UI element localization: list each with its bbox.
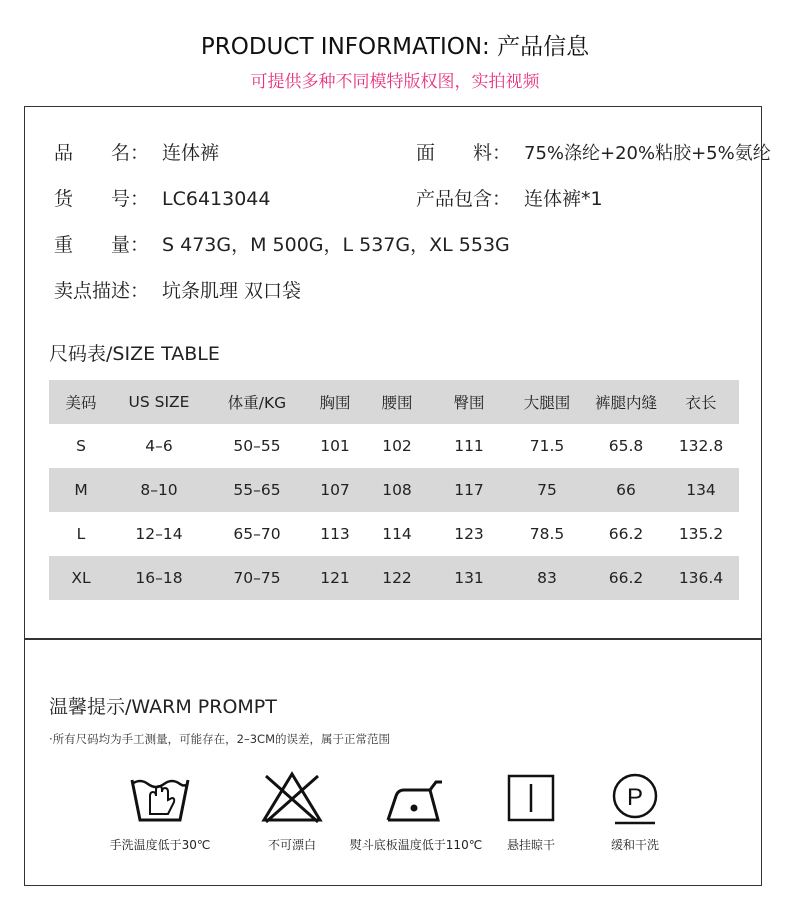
size-table-header-cell: 大腿围 (523, 394, 571, 412)
size-table-header-row (49, 380, 739, 424)
size-cell: 117 (454, 481, 484, 499)
size-cell: 65.8 (608, 437, 644, 455)
size-table (49, 380, 739, 600)
size-cell: 12–14 (135, 525, 183, 543)
no-bleach-label: 不可漂白 (267, 838, 316, 852)
size-cell: 71.5 (529, 437, 565, 455)
care-iron (346, 770, 486, 853)
size-cell: 8–10 (140, 481, 178, 499)
size-cell: 135.2 (678, 525, 724, 543)
info-selling-row (54, 276, 301, 303)
size-cell: 83 (537, 569, 557, 587)
size-cell: XL (71, 569, 91, 587)
hand-wash-icon (128, 770, 192, 826)
size-cell: 114 (382, 525, 412, 543)
size-cell: M (74, 481, 88, 499)
info-weight-value: S 473G，M 500G，L 537G，XL 553G (162, 234, 510, 256)
size-table-header-cell: 裤腿内缝 (594, 394, 657, 412)
size-cell: 70–75 (233, 569, 281, 587)
size-table-row (49, 512, 739, 556)
care-hang-dry (476, 770, 586, 853)
size-cell: 113 (320, 525, 350, 543)
info-selling-value: 坑条肌理 双口袋 (162, 280, 302, 302)
dry-clean-icon (603, 770, 667, 826)
size-cell: 101 (320, 437, 350, 455)
size-cell: L (76, 525, 86, 543)
dry-clean-label: 缓和干洗 (610, 838, 659, 852)
info-selling-label: 卖点描述： (54, 280, 150, 302)
hang-dry-label: 悬挂晾干 (506, 838, 555, 852)
hang-dry-icon (499, 770, 563, 826)
page-title: PRODUCT INFORMATION: 产品信息 (200, 34, 590, 60)
warm-prompt-title: 温馨提示/WARM PROMPT (49, 696, 277, 718)
iron-label: 熨斗底板温度低于110℃ (349, 838, 483, 852)
size-table-header-cell: 美码 (65, 394, 97, 412)
section-divider (24, 638, 762, 640)
svg-text:P: P (626, 784, 644, 811)
info-contents-label: 产品包含： (416, 188, 512, 210)
iron-icon (384, 770, 448, 826)
info-fabric-row (416, 138, 771, 165)
info-name-row (54, 138, 219, 165)
size-table-header-cell: 臀围 (453, 394, 485, 412)
page-subtitle: 可提供多种不同模特版权图，实拍视频 (250, 72, 540, 92)
size-table-title: 尺码表/SIZE TABLE (49, 343, 220, 365)
size-cell: 55–65 (233, 481, 281, 499)
size-cell: 111 (454, 437, 484, 455)
size-cell: 78.5 (529, 525, 565, 543)
size-table-header-cell: 衣长 (685, 394, 717, 412)
size-cell: 108 (382, 481, 412, 499)
size-table-header-cell: 体重/KG (227, 394, 287, 412)
size-cell: 4–6 (145, 437, 173, 455)
size-cell: 50–55 (233, 437, 281, 455)
size-cell: 66 (616, 481, 636, 499)
info-sku-row (54, 184, 270, 211)
size-cell: 134 (686, 481, 716, 499)
info-fabric-label: 面 料： (416, 142, 512, 164)
info-name-label: 品 名： (54, 142, 150, 164)
size-table-row (49, 556, 739, 600)
size-cell: 122 (382, 569, 412, 587)
size-table-row (49, 468, 739, 512)
info-fabric-value: 75%涤纶+20%粘胶+5%氨纶 (524, 143, 771, 164)
size-cell: 16–18 (135, 569, 183, 587)
size-cell: 132.8 (678, 437, 724, 455)
care-no-bleach (232, 770, 352, 853)
size-cell: 102 (382, 437, 412, 455)
size-cell: 66.2 (608, 569, 644, 587)
size-cell: 107 (320, 481, 350, 499)
size-table-header-cell: 胸围 (319, 394, 351, 412)
info-sku-value: LC6413044 (162, 188, 271, 210)
size-cell: 136.4 (678, 569, 724, 587)
size-cell: 66.2 (608, 525, 644, 543)
size-table-header-cell: US SIZE (128, 393, 190, 411)
care-dry-clean (580, 770, 690, 853)
no-bleach-icon (260, 770, 324, 826)
size-cell: 75 (537, 481, 557, 499)
size-table-header-cell: 腰围 (381, 394, 413, 412)
size-cell: 131 (454, 569, 484, 587)
size-cell: 123 (454, 525, 484, 543)
measurement-note: ·所有尺码均为手工测量，可能存在，2–3CM的误差，属于正常范围 (49, 732, 390, 746)
size-cell: 121 (320, 569, 350, 587)
size-cell: S (76, 437, 86, 455)
info-contents-value: 连体裤*1 (524, 188, 603, 210)
info-weight-label: 重 量： (54, 234, 150, 256)
info-name-value: 连体裤 (162, 142, 220, 164)
care-hand-wash (100, 770, 220, 853)
info-weight-row (54, 230, 510, 257)
size-cell: 65–70 (233, 525, 281, 543)
info-contents-row (416, 184, 603, 211)
hand-wash-label: 手洗温度低于30℃ (109, 838, 211, 852)
size-table-row (49, 424, 739, 468)
info-sku-label: 货 号： (54, 188, 150, 210)
